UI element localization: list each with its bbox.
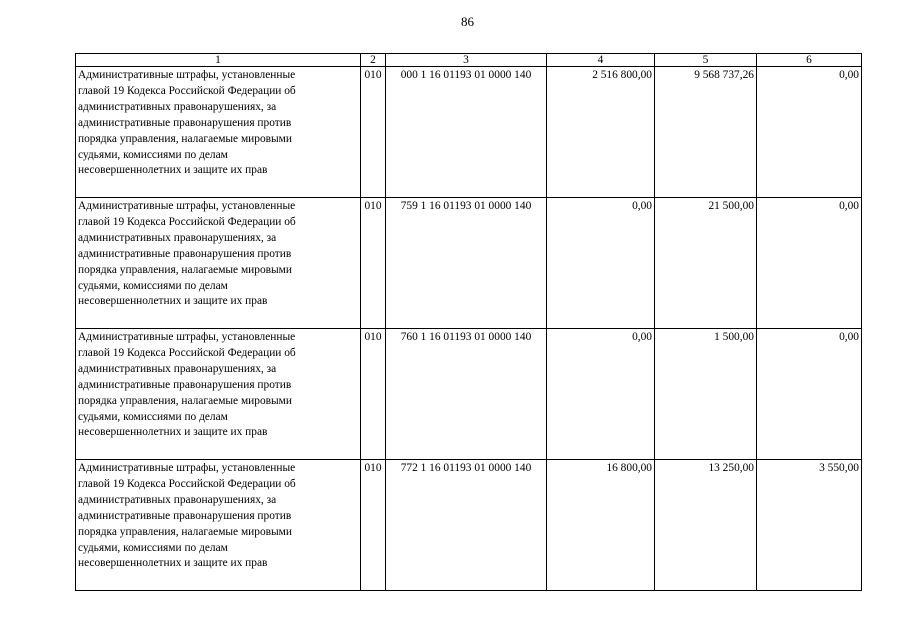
row-name-line: административные правонарушения против <box>78 247 292 260</box>
page-number: 86 <box>461 14 474 29</box>
row-name-cell <box>76 67 361 198</box>
row-name-line: административные правонарушения против <box>78 378 292 391</box>
row-line-code: 010 <box>361 198 386 329</box>
row-value-col6: 3 550,00 <box>757 460 862 591</box>
header-cell-1: 1 <box>76 54 361 67</box>
row-budget-code: 772 1 16 01193 01 0000 140 <box>386 460 547 591</box>
row-name-line: несовершеннолетних и защите их прав <box>78 557 268 570</box>
row-name-line: главой 19 Кодекса Российской Федерации об <box>78 215 296 228</box>
row-value-col5: 1 500,00 <box>655 329 757 460</box>
table-row <box>76 198 862 329</box>
row-budget-code: 760 1 16 01193 01 0000 140 <box>386 329 547 460</box>
row-name-cell <box>76 198 361 329</box>
row-line-code: 010 <box>361 329 386 460</box>
row-value-col4: 0,00 <box>547 329 655 460</box>
row-value-col4: 0,00 <box>547 198 655 329</box>
row-name-cell <box>76 460 361 591</box>
row-name-line: порядка управления, налагаемые мировыми <box>78 525 292 538</box>
row-name-line: судьями, комиссиями по делам <box>78 541 228 554</box>
row-budget-code: 759 1 16 01193 01 0000 140 <box>386 198 547 329</box>
row-name-line: административных правонарушениях, за <box>78 231 277 244</box>
row-name-line: административных правонарушениях, за <box>78 493 277 506</box>
row-name-line: несовершеннолетних и защите их прав <box>78 295 268 308</box>
row-name-line: административные правонарушения против <box>78 509 292 522</box>
row-name-line: главой 19 Кодекса Российской Федерации об <box>78 346 296 359</box>
budget-table <box>75 53 862 591</box>
row-name-line: порядка управления, налагаемые мировыми <box>78 394 292 407</box>
row-value-col5: 13 250,00 <box>655 460 757 591</box>
row-value-col4: 2 516 800,00 <box>547 67 655 198</box>
row-name-line: судьями, комиссиями по делам <box>78 410 228 423</box>
row-name-line: Административные штрафы, установленные <box>78 200 296 212</box>
row-name-line: Административные штрафы, установленные <box>78 331 296 343</box>
table-row <box>76 460 862 591</box>
row-name-line: порядка управления, налагаемые мировыми <box>78 263 292 276</box>
row-name-line: главой 19 Кодекса Российской Федерации об <box>78 477 296 490</box>
row-name-line: несовершеннолетних и защите их прав <box>78 426 268 439</box>
header-cell-4: 4 <box>547 54 655 67</box>
row-name-line: несовершеннолетних и защите их прав <box>78 164 268 177</box>
row-value-col6: 0,00 <box>757 67 862 198</box>
row-name-line: главой 19 Кодекса Российской Федерации об <box>78 84 296 97</box>
table-row <box>76 67 862 198</box>
table-row <box>76 329 862 460</box>
header-cell-3: 3 <box>386 54 547 67</box>
row-name-line: судьями, комиссиями по делам <box>78 279 228 292</box>
header-row <box>76 54 862 67</box>
row-name-line: порядка управления, налагаемые мировыми <box>78 132 292 145</box>
row-name-line: судьями, комиссиями по делам <box>78 148 228 161</box>
row-name-line: административные правонарушения против <box>78 116 292 129</box>
header-cell-5: 5 <box>655 54 757 67</box>
row-value-col6: 0,00 <box>757 198 862 329</box>
header-cell-6: 6 <box>757 54 862 67</box>
row-name-cell <box>76 329 361 460</box>
header-cell-2: 2 <box>361 54 386 67</box>
row-value-col4: 16 800,00 <box>547 460 655 591</box>
row-value-col5: 21 500,00 <box>655 198 757 329</box>
row-line-code: 010 <box>361 460 386 591</box>
row-name-line: административных правонарушениях, за <box>78 100 277 113</box>
row-budget-code: 000 1 16 01193 01 0000 140 <box>386 67 547 198</box>
row-name-line: Административные штрафы, установленные <box>78 462 296 474</box>
row-name-line: Административные штрафы, установленные <box>78 69 296 81</box>
row-value-col5: 9 568 737,26 <box>655 67 757 198</box>
row-line-code: 010 <box>361 67 386 198</box>
row-name-line: административных правонарушениях, за <box>78 362 277 375</box>
row-value-col6: 0,00 <box>757 329 862 460</box>
